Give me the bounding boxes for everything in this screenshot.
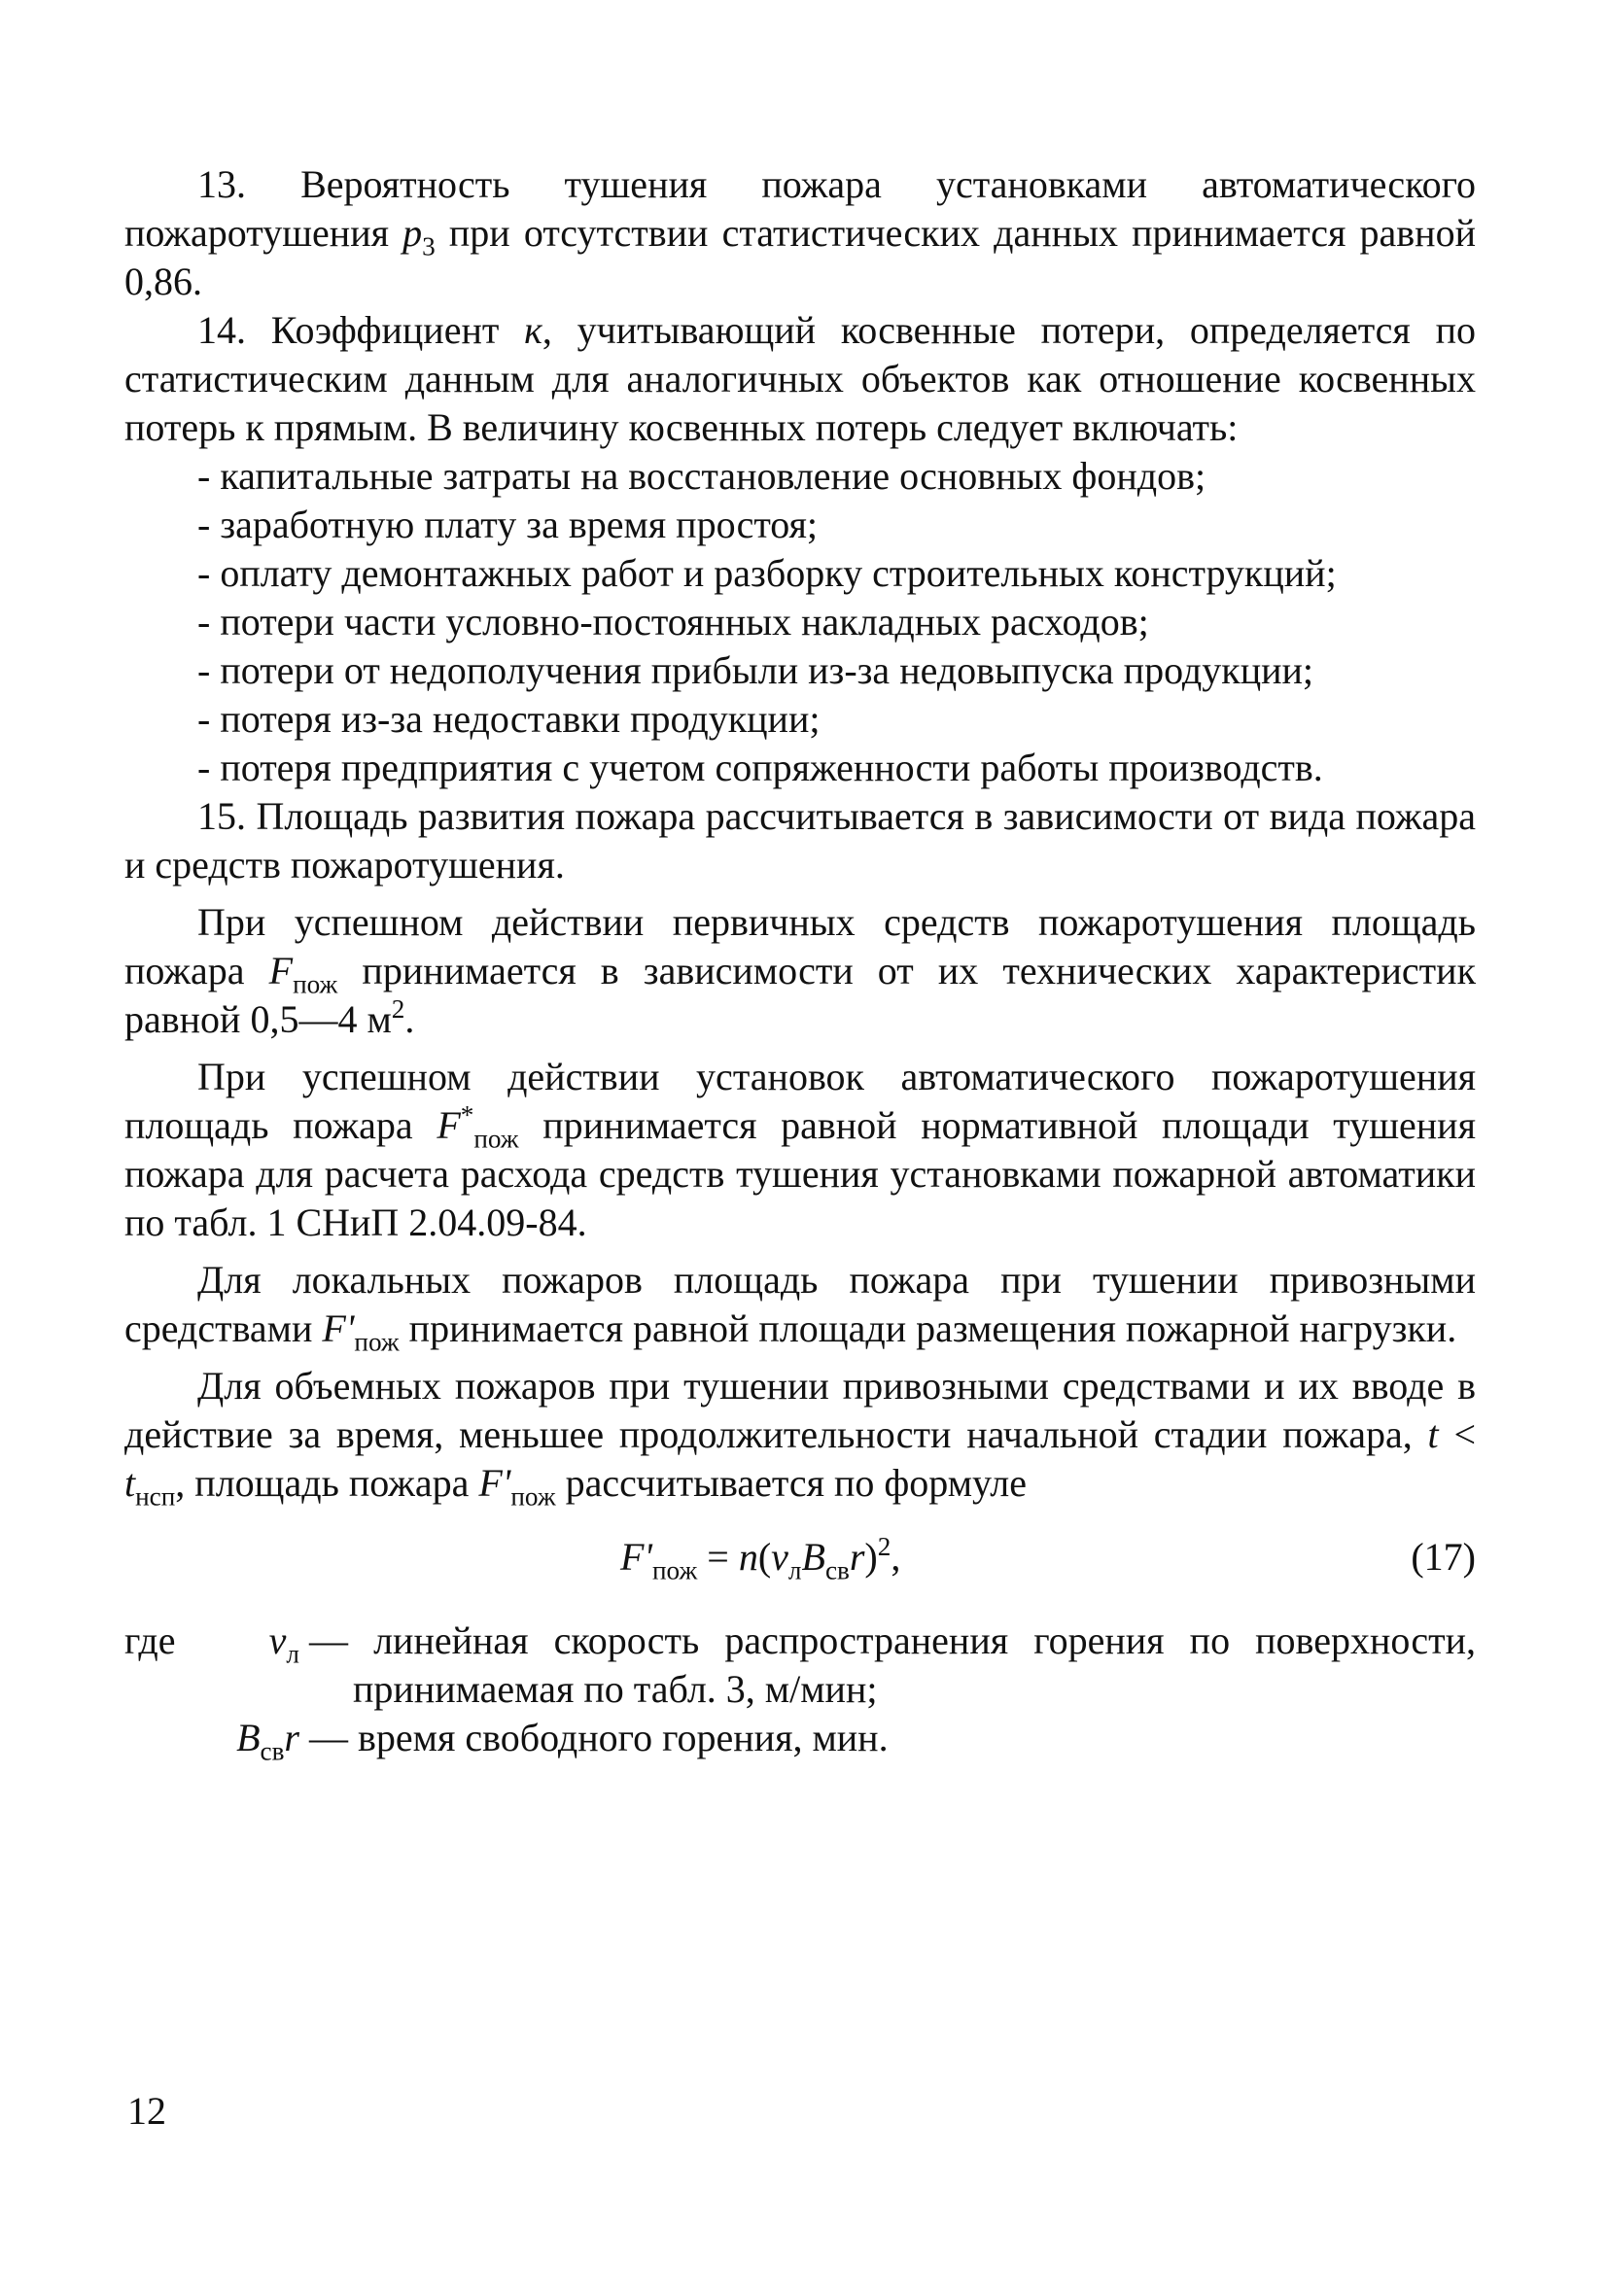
symbol-F-star: F	[437, 1103, 461, 1147]
page-number: 12	[127, 2089, 166, 2133]
paragraph-14: 14. Коэффициент к, учитывающий косвенные потери, определяется по статистическим данным для аналогичных объектов как отношение косвенных потерь к прямым. В величину косвенных потерь следует включать:	[124, 308, 1476, 449]
where-description: — время свободного горения, мин.	[309, 1716, 889, 1759]
list-item: - потери от недополучения прибыли из-за недовыпуска продукции;	[197, 648, 1314, 692]
list-item: - капитальные затраты на восстановление основных фондов;	[197, 454, 1206, 498]
paragraph-13: 13. Вероятность тушения пожара установками автоматического пожаротушения $p_3$ при отсутствии статистических данных принимается равной 0,86.	[124, 162, 1476, 303]
list-item: - потери части условно-постоянных накладных расходов;	[197, 600, 1149, 644]
list-item: - оплату демонтажных работ и разборку строительных конструкций;	[197, 551, 1337, 595]
list-item: - заработную плату за время простоя;	[197, 503, 819, 546]
where-description: — линейная скорость распространения горения по поверхности, принимаемая по табл. 3, м/мин;	[309, 1618, 1476, 1711]
paragraph-primary-means: При успешном действии первичных средств пожаротушения площадь пожара $F_{пож}$ принимается в зависимости от их технических характеристик равной 0,5—4 $м^2$.	[124, 900, 1476, 1041]
paragraph-15: 15. Площадь развития пожара рассчитывается в зависимости от вида пожара и средств пожаротушения.	[124, 794, 1476, 887]
where-label: где	[124, 1618, 176, 1662]
paragraph-volume-fires: Для объемных пожаров при тушении привозными средствами и их вводе в действие за время, меньшее продолжительности начальной стадии пожара, $t < t_{нсп}$, площадь пожара $F'_{пож}$ рассчитывается по формуле	[124, 1364, 1476, 1512]
symbol-k: к	[524, 308, 542, 352]
where-block	[124, 1617, 1476, 1766]
symbol-p: p	[402, 211, 423, 255]
formula-expression: $F'_{пож} = n(v_лB_{св}r)^2$,	[620, 1532, 901, 1585]
paragraph-automatic-installations: При успешном действии установок автоматического пожаротушения площадь пожара $F^*_{пож}$ принимается равной нормативной площади тушения пожара для расчета расхода средств тушения установками пожарной автоматики по табл. 1 СНиП 2.04.09-84.	[124, 1055, 1476, 1244]
where-row	[124, 1714, 1476, 1766]
list-item: - потеря из-за недоставки продукции;	[197, 697, 821, 741]
formula-17	[124, 1533, 1476, 1591]
formula-number: (17)	[1411, 1535, 1476, 1579]
page-body	[124, 160, 1476, 1766]
symbol-F-prime: F'	[322, 1306, 355, 1350]
symbol-F: F	[268, 949, 294, 992]
where-symbol: $B_{св}r$	[236, 1716, 299, 1766]
symbol-F-prime: F'	[478, 1461, 511, 1505]
paragraph-local-fires: Для локальных пожаров площадь пожара при тушении привозными средствами $F'_{пож}$ принимается равной площади размещения пожарной нагрузки.	[124, 1258, 1476, 1357]
where-symbol: $v_л$	[268, 1618, 299, 1669]
list-item: - потеря предприятия с учетом сопряженности работы производств.	[197, 746, 1323, 789]
where-row	[124, 1617, 1476, 1714]
